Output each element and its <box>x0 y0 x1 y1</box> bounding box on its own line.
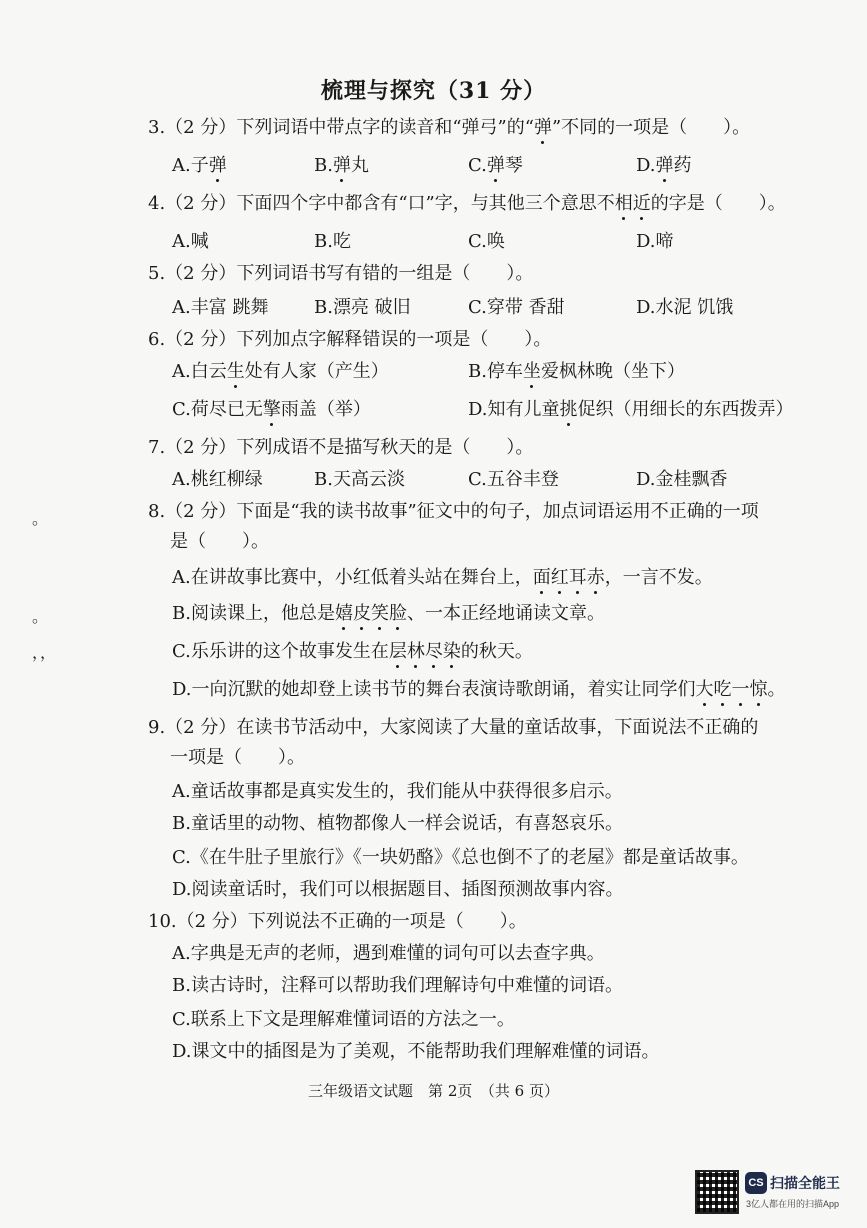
question-10-stem: 10.（2 分）下列说法不正确的一项是（ ）。 <box>148 911 527 932</box>
q8-option-b: B.阅读课上，他总是嬉皮笑脸、一本正经地诵读文章。 <box>172 603 605 624</box>
q3-option-a: A.子弹 <box>172 155 227 176</box>
question-3-stem <box>148 116 750 140</box>
q3-option-c: C.弹琴 <box>468 155 523 176</box>
q3-stem-post: ”不同的一项是（ ）。 <box>551 117 751 138</box>
camscanner-logo-icon: CS <box>745 1172 767 1194</box>
q3-stem-pre: 3.（2 分）下列词语中带点字的读音和“弹弓”的“ <box>148 117 534 138</box>
q9-option-b: B.童话里的动物、植物都像人一样会说话，有喜怒哀乐。 <box>172 813 623 834</box>
question-7-stem: 7.（2 分）下列成语不是描写秋天的是（ ）。 <box>148 437 534 458</box>
q9-option-d: D.阅读童话时，我们可以根据题目、插图预测故事内容。 <box>172 879 624 900</box>
margin-mark-2: 。 <box>32 607 49 626</box>
question-5-stem: 5.（2 分）下列词语书写有错的一组是（ ）。 <box>148 263 534 284</box>
page-footer: 三年级语文试题 第 2页 （共 6 页） <box>308 1082 559 1100</box>
margin-mark-1: 。 <box>32 509 49 528</box>
q8-option-d: D.一向沉默的她却登上读书节的舞台表演诗歌朗诵，着实让同学们大吃一惊。 <box>172 679 786 700</box>
q3-option-d: D.弹药 <box>636 155 692 176</box>
q7-option-c: C.五谷丰登 <box>468 469 559 490</box>
q6-option-b: B.停车坐爱枫林晚（坐下） <box>468 361 685 382</box>
q7-option-a: A.桃红柳绿 <box>172 469 263 490</box>
q4-option-d: D.啼 <box>636 231 674 252</box>
q8-option-c: C.乐乐讲的这个故事发生在层林尽染的秋天。 <box>172 641 533 662</box>
q5-option-d: D.水泥 饥饿 <box>636 297 734 318</box>
q7-option-d: D.金桂飘香 <box>636 469 728 490</box>
q10-option-c: C.联系上下文是理解难懂词语的方法之一。 <box>172 1009 515 1030</box>
q10-option-a: A.字典是无声的老师，遇到难懂的词句可以去查字典。 <box>172 943 605 964</box>
question-6-stem: 6.（2 分）下列加点字解释错误的一项是（ ）。 <box>148 329 552 350</box>
q5-option-c: C.穿带 香甜 <box>468 297 565 318</box>
margin-mark-3: ，， <box>32 643 57 662</box>
question-8-stem-line1: 8.（2 分）下面是“我的读书故事”征文中的句子，加点词语运用不正确的一项 <box>148 501 759 522</box>
section-title: 梳理与探究（31 分） <box>320 78 547 104</box>
question-4-stem: 4.（2 分）下面四个字中都含有“口”字，与其他三个意思不相近的字是（ ）。 <box>148 193 786 214</box>
q3-option-b: B.弹丸 <box>314 155 369 176</box>
q4-option-c: C.唤 <box>468 231 505 252</box>
q4-option-a: A.喊 <box>172 231 209 252</box>
q9-option-a: A.童话故事都是真实发生的，我们能从中获得很多启示。 <box>172 781 623 802</box>
question-9-stem-line1: 9.（2 分）在读书节活动中，大家阅读了大量的童话故事，下面说法不正确的 <box>148 717 759 738</box>
q5-option-b: B.漂亮 破旧 <box>314 297 411 318</box>
question-8-stem-line2: 是（ ）。 <box>170 531 269 552</box>
q6-option-a: A.白云生处有人家（产生） <box>172 361 389 382</box>
q3-dotted-char: 弹 <box>533 117 552 138</box>
q7-option-b: B.天高云淡 <box>314 469 405 490</box>
q10-option-d: D.课文中的插图是为了美观，不能帮助我们理解难懂的词语。 <box>172 1041 660 1062</box>
question-9-stem-line2: 一项是（ ）。 <box>170 747 305 768</box>
q9-option-c: C.《在牛肚子里旅行》《一块奶酪》《总也倒不了的老屋》都是童话故事。 <box>172 847 749 868</box>
q8-option-a: A.在讲故事比赛中，小红低着头站在舞台上，面红耳赤，一言不发。 <box>172 567 713 588</box>
scanner-tagline: 3亿人都在用的扫描App <box>746 1199 840 1209</box>
q10-option-b: B.读古诗时，注释可以帮助我们理解诗句中难懂的词语。 <box>172 975 623 996</box>
scanner-app-name: 扫描全能王 <box>770 1175 840 1191</box>
q4-option-b: B.吃 <box>314 231 351 252</box>
q5-option-a: A.丰富 跳舞 <box>172 297 269 318</box>
q6-option-c: C.荷尽已无擎雨盖（举） <box>172 399 371 420</box>
q6-option-d: D.知有儿童挑促织（用细长的东西拨弄） <box>468 399 794 420</box>
qr-code-icon <box>695 1170 739 1214</box>
